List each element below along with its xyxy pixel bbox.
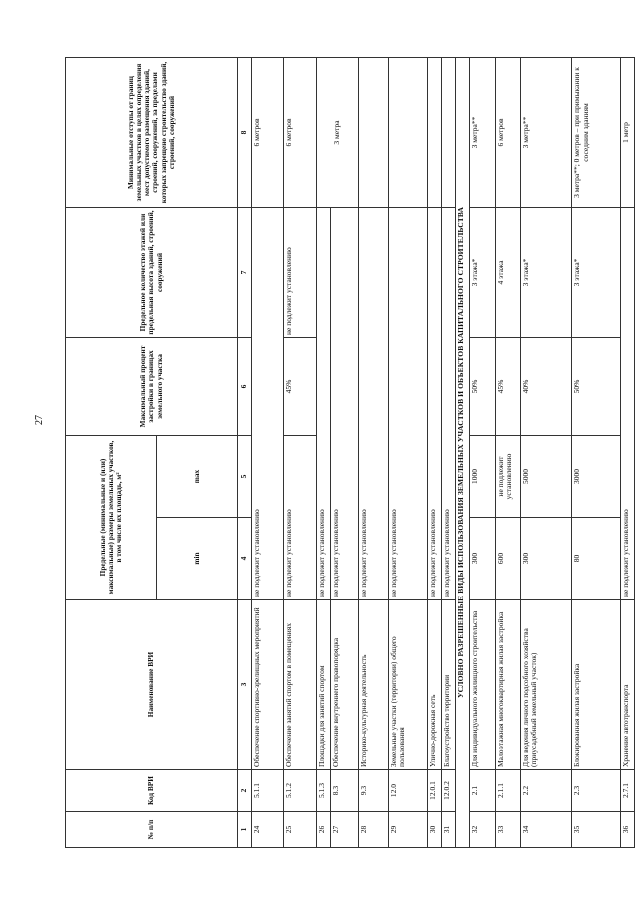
- table-row: [316, 57, 330, 847]
- row-name: Хранение автотранспорта: [620, 600, 634, 770]
- table-row: [251, 57, 284, 847]
- row-number: 29: [388, 812, 427, 848]
- row-name: Обеспечение занятий спортом в помещениях: [284, 600, 317, 770]
- header-no: № п/п: [66, 812, 238, 848]
- column-index: 7: [237, 207, 251, 337]
- header-size: Предельные (минимальные и (или) максимальные) размеры земельных участков, в том числе их площадь, м²: [66, 435, 157, 599]
- row-code: 8.3: [330, 770, 358, 812]
- row-setback-empty: [442, 57, 456, 207]
- row-size: не подлежит установлению: [428, 207, 442, 599]
- row-code: 2.1.1: [495, 770, 521, 812]
- row-max: 5000: [521, 435, 572, 517]
- row-setback: 6 метров: [251, 57, 284, 207]
- row-number: 33: [495, 812, 521, 848]
- column-index: 4: [237, 518, 251, 600]
- header-floors: Предельное количество этажей или предельная высота зданий, строений, сооружений: [66, 207, 238, 337]
- table-row: [469, 57, 495, 847]
- row-code: 5.1.2: [284, 770, 317, 812]
- header-code: Код ВРИ: [66, 770, 238, 812]
- row-number: 35: [572, 812, 621, 848]
- row-name: Малоэтажная многоквартирная жилая застройка: [495, 600, 521, 770]
- row-percent: 50%: [572, 337, 621, 435]
- header-max: max: [156, 435, 237, 517]
- row-code: 2.1: [469, 770, 495, 812]
- table-row: [442, 57, 456, 847]
- row-number: 27: [330, 812, 358, 848]
- row-floors: 3 этажа*: [521, 207, 572, 337]
- header-name: Наименование ВРИ: [66, 600, 238, 770]
- row-number: 28: [358, 812, 388, 848]
- row-number: 26: [316, 812, 330, 848]
- rotated-table-wrapper: [65, 58, 635, 848]
- row-max: 3000: [572, 435, 621, 517]
- row-name: Площадки для занятий спортом: [316, 600, 330, 770]
- row-floors: 4 этажа: [495, 207, 521, 337]
- row-code: 2.7.1: [620, 770, 634, 812]
- row-setback-empty: [358, 57, 388, 207]
- merged-setback: 3 метра: [316, 57, 358, 207]
- row-code: 5.1.3: [316, 770, 330, 812]
- table-row: [620, 57, 634, 847]
- row-code: 9.3: [358, 770, 388, 812]
- row-setback: 3 метра**: [521, 57, 572, 207]
- table-row: [495, 57, 521, 847]
- column-index: 6: [237, 337, 251, 435]
- column-index: 8: [237, 57, 251, 207]
- row-min: 80: [572, 518, 621, 600]
- table-row: [428, 57, 442, 847]
- column-index: 1: [237, 812, 251, 848]
- row-name: Блокированная жилая застройка: [572, 600, 621, 770]
- column-index-row: [237, 57, 251, 847]
- row-setback: 3 метра**: [469, 57, 495, 207]
- row-setback-empty: [428, 57, 442, 207]
- header-min: min: [156, 518, 237, 600]
- column-index: 2: [237, 770, 251, 812]
- table-row: [388, 57, 427, 847]
- header-percent: Максимальный процент застройки в границах земельного участка: [66, 337, 238, 435]
- row-name: Историко-культурная деятельность: [358, 600, 388, 770]
- row-name: Улично-дорожная сеть: [428, 600, 442, 770]
- row-max: 1000: [469, 435, 495, 517]
- row-max: не подлежит установлению: [495, 435, 521, 517]
- row-name: Земельные участки (территории) общего пользования: [388, 600, 427, 770]
- row-name: Благоустройство территории: [442, 600, 456, 770]
- row-number: 24: [251, 812, 284, 848]
- row-setback: 1 метр: [620, 57, 634, 207]
- row-size: не подлежит установлению: [251, 207, 284, 599]
- section-title: УСЛОВНО РАЗРЕШЕННЫЕ ВИДЫ ИСПОЛЬЗОВАНИЯ ЗЕМЕЛЬНЫХ УЧАСТКОВ И ОБЪЕКТОВ КАПИТАЛЬНОГО СТРОИТЕЛЬСТВА: [456, 57, 470, 847]
- column-index: 5: [237, 435, 251, 517]
- row-percent: 45%: [284, 337, 317, 435]
- row-number: 31: [442, 812, 456, 848]
- row-size: не подлежит установлению: [358, 207, 388, 599]
- row-setback: 6 метров: [284, 57, 317, 207]
- row-floors: 3 этажа*: [572, 207, 621, 337]
- row-percent: 40%: [521, 337, 572, 435]
- row-code: 2.3: [572, 770, 621, 812]
- row-number: 36: [620, 812, 634, 848]
- row-floors: 3 этажа*: [469, 207, 495, 337]
- row-name: Для индивидуального жилищного строительства: [469, 600, 495, 770]
- row-min: 300: [469, 518, 495, 600]
- row-percent: 45%: [495, 337, 521, 435]
- regulations-table: [65, 57, 635, 848]
- table-row: [572, 57, 621, 847]
- row-code: 12.0.2: [442, 770, 456, 812]
- row-name: Для ведения личного подсобного хозяйства (приусадебный земельный участок): [521, 600, 572, 770]
- column-index: 3: [237, 600, 251, 770]
- row-floors: не подлежит установлению: [284, 207, 317, 337]
- row-name: Обеспечение внутреннего правопорядка: [330, 600, 358, 770]
- row-min: 600: [495, 518, 521, 600]
- row-setback: 6 метров: [495, 57, 521, 207]
- row-number: 30: [428, 812, 442, 848]
- row-number: 32: [469, 812, 495, 848]
- row-size: не подлежит установлению: [284, 435, 317, 599]
- row-code: 5.1.1: [251, 770, 284, 812]
- section-row: [456, 57, 470, 847]
- row-setback: 3 метра**; 0 метров – при примыкании к соседним зданиям: [572, 57, 621, 207]
- row-code: 12.0.1: [428, 770, 442, 812]
- row-size: не подлежит установлению: [330, 207, 358, 599]
- page-number: 27: [34, 415, 45, 425]
- table-row: [358, 57, 388, 847]
- row-code: 12.0: [388, 770, 427, 812]
- row-number: 25: [284, 812, 317, 848]
- header-setback: Минимальные отступы от границ земельных участков в целях определения мест допустимого размещения зданий, строений, сооружений, за пределами которых запрещено строительство зданий, строений, сооружений: [66, 57, 238, 207]
- row-percent: 50%: [469, 337, 495, 435]
- row-size: не подлежит установлению: [316, 207, 330, 599]
- row-code: 2.2: [521, 770, 572, 812]
- row-number: 34: [521, 812, 572, 848]
- table-row: [284, 57, 317, 847]
- row-name: Обеспечение спортивно-зрелищных мероприятий: [251, 600, 284, 770]
- row-size: не подлежит установлению: [388, 207, 427, 599]
- row-size: не подлежит установлению: [620, 207, 634, 599]
- row-setback-empty: [388, 57, 427, 207]
- row-min: 300: [521, 518, 572, 600]
- row-size: не подлежит установлению: [442, 207, 456, 599]
- table-row: [521, 57, 572, 847]
